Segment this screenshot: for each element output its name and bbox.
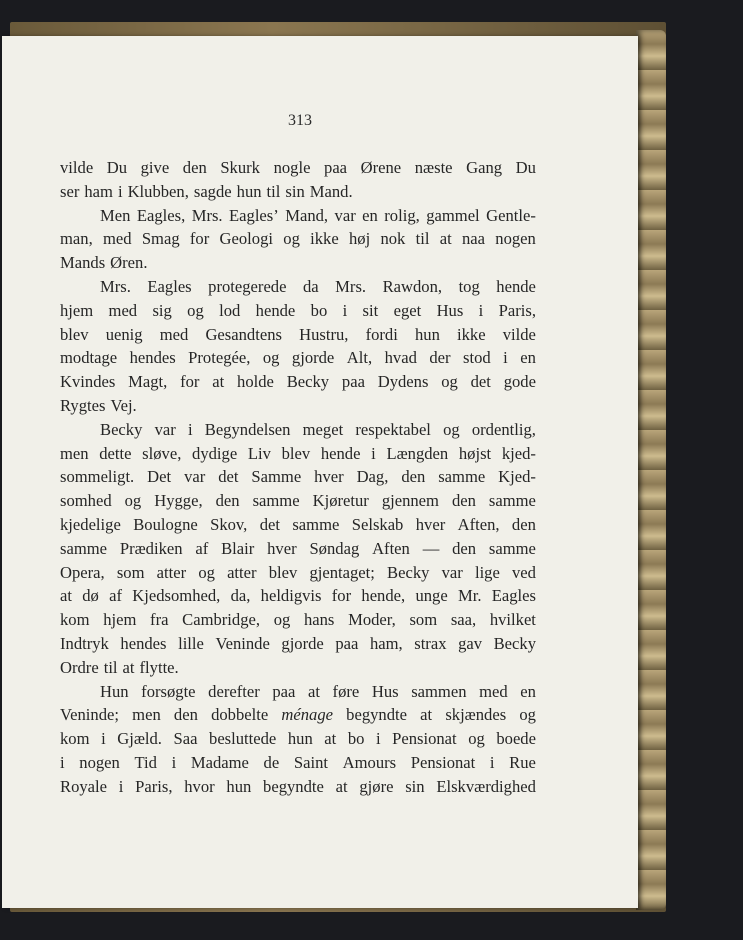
body-text [60, 156, 536, 799]
text-line: Veninde; men den dobbelte ménage begyndte at skjændes og [60, 705, 536, 725]
page-number: 313 [288, 112, 312, 129]
text-line: blev uenig med Gesandtens Hustru, fordi hun ikke vilde [60, 324, 536, 344]
text-line: Mrs. Eagles protegerede da Mrs. Rawdon, tog hende [100, 276, 536, 296]
text-line: at dø af Kjedsomhed, da, heldigvis for hende, unge Mr. Eagles [60, 586, 536, 606]
text-line: Becky var i Begyndelsen meget respektabel og ordentlig, [100, 419, 536, 439]
text-line: modtage hendes Protegée, og gjorde Alt, hvad der stod i en [60, 348, 536, 368]
text-line: kjedelige Boulogne Skov, det samme Selskab hver Aften, den [60, 514, 536, 534]
text-line: hjem med sig og lod hende bo i sit eget Hus i Paris, [60, 300, 536, 320]
text-line: Indtryk hendes lille Veninde gjorde paa ham, strax gav Becky [60, 633, 536, 653]
text-line: ser ham i Klubben, sagde hun til sin Mand. [60, 181, 353, 201]
book-page [2, 36, 638, 908]
text-line: Hun forsøgte derefter paa at føre Hus sammen med en [100, 681, 536, 701]
text-line: kom i Gjæld. Saa besluttede hun at bo i Pensionat og boede [60, 729, 536, 749]
page-edges [636, 30, 666, 910]
text-line: Rygtes Vej. [60, 395, 137, 415]
text-line: i nogen Tid i Madame de Saint Amours Pensionat i Rue [60, 752, 536, 772]
text-line: samme Prædiken af Blair hver Søndag Aften — den samme [60, 538, 536, 558]
text-line: man, med Smag for Geologi og ikke høj nok til at naa nogen [60, 229, 536, 249]
text-line: vilde Du give den Skurk nogle paa Ørene næste Gang Du [60, 158, 536, 177]
text-line: Mands Øren. [60, 253, 148, 273]
text-line: sommeligt. Det var det Samme hver Dag, den samme Kjed- [60, 467, 536, 487]
text-line: kom hjem fra Cambridge, og hans Moder, som saa, hvilket [60, 610, 536, 630]
text-line: Ordre til at flytte. [60, 657, 179, 677]
text-line: men dette sløve, dydige Liv blev hende i Længden højst kjed- [60, 443, 536, 463]
text-line: somhed og Hygge, den samme Kjøretur gjennem den samme [60, 491, 536, 511]
text-line: Royale i Paris, hvor hun begyndte at gjøre sin Elskværdighed [60, 776, 536, 796]
text-line: Men Eagles, Mrs. Eagles’ Mand, var en rolig, gammel Gentle- [100, 205, 536, 225]
text-line: Kvindes Magt, for at holde Becky paa Dydens og det gode [60, 372, 536, 392]
text-line: Opera, som atter og atter blev gjentaget; Becky var lige ved [60, 562, 536, 582]
